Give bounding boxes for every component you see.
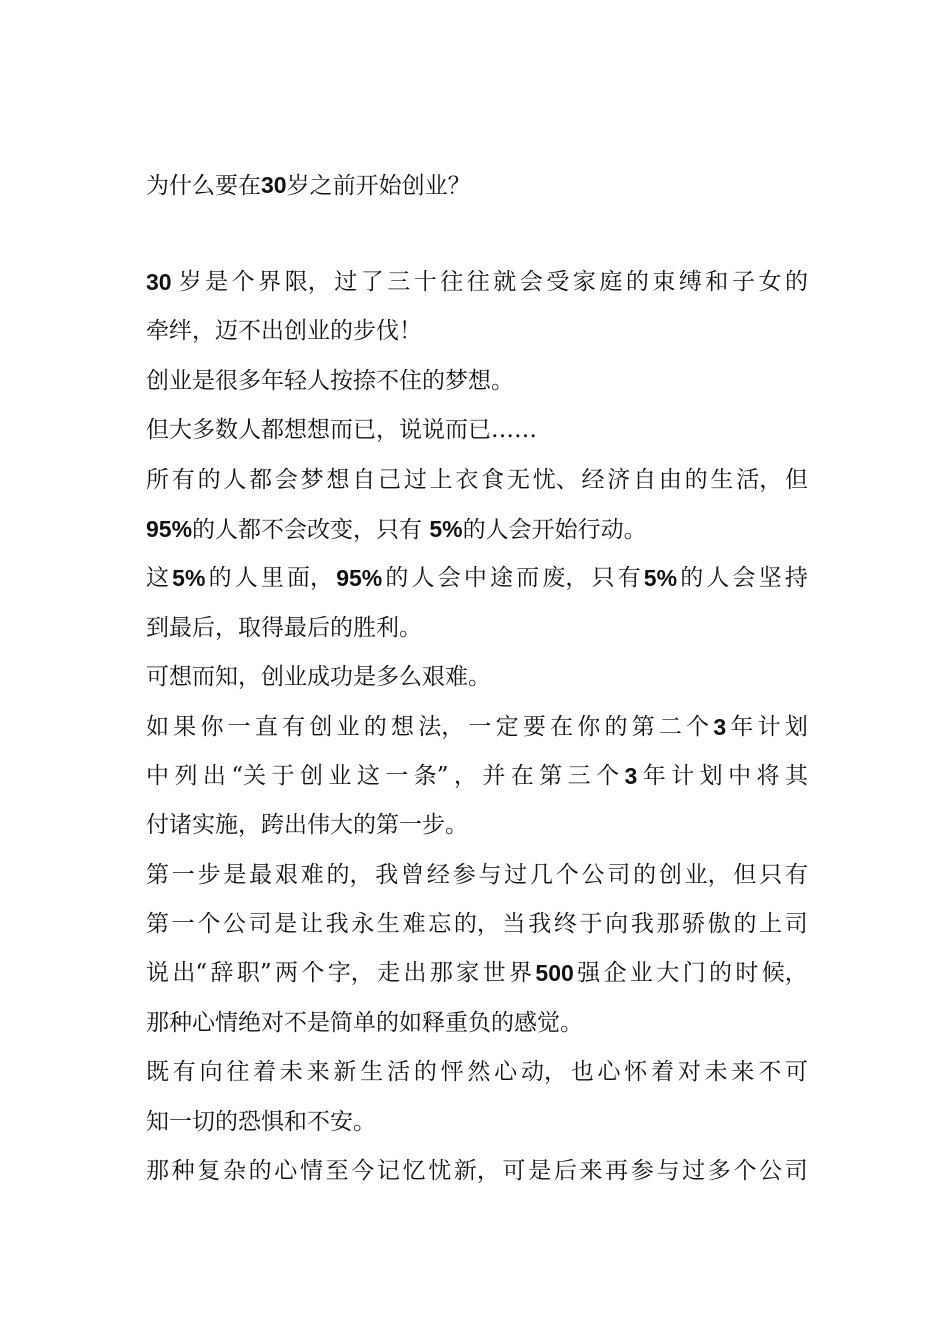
text-span: 上 (759, 911, 783, 938)
text-span: 有 (171, 466, 195, 493)
text-span: 未 (704, 1059, 728, 1086)
text-span: 在 (550, 713, 574, 740)
text-span: 一 (468, 713, 492, 740)
text-span: 复 (197, 1158, 221, 1185)
text-span: 女 (758, 269, 782, 295)
text-span: 第 (631, 713, 655, 740)
text-span: 活， (736, 466, 783, 493)
text-line (146, 1052, 808, 1101)
number-span: 3 (713, 713, 727, 740)
text-span: 就 (493, 269, 517, 295)
text-span: 里 (260, 565, 284, 592)
text-span: 限， (284, 269, 331, 295)
text-span: 忧 (428, 1158, 452, 1185)
text-span: 说 (146, 960, 169, 987)
text-span: 我 (375, 861, 399, 888)
text-span: 的 (604, 713, 628, 740)
text-span: 来 (731, 1059, 755, 1086)
number-span: 95% (146, 515, 193, 542)
text-span: 的 (413, 1059, 437, 1086)
text-span: 创 (299, 762, 323, 789)
text-span: 参 (630, 1158, 654, 1185)
text-span: 候， (761, 960, 808, 987)
text-span: 情 (299, 1158, 323, 1185)
text-span: 个 (231, 269, 255, 295)
text-span: 到最后，取得最后的胜利。 (146, 614, 422, 641)
text-span: 列 (174, 762, 198, 789)
text-span: 司 (784, 911, 808, 938)
text-span: 创 (658, 861, 682, 888)
title-text-pre: 为什么要在 (146, 173, 261, 199)
text-span: 永 (351, 911, 375, 938)
text-span: 个 (555, 861, 579, 888)
text-span: 杂 (222, 1158, 246, 1185)
text-span: 大 (656, 960, 680, 987)
text-span: 划 (784, 713, 808, 740)
text-span: 付诸实施，跨出伟大的第一步。 (146, 812, 468, 839)
text-span: 职” (236, 960, 272, 987)
text-span: 难 (300, 861, 324, 888)
text-span: 人 (706, 565, 730, 592)
text-span: 公 (581, 861, 605, 888)
text-span: 计 (671, 762, 695, 789)
text-span: 第 (146, 861, 169, 888)
text-span: 如 (146, 713, 169, 740)
text-span: 划 (699, 762, 723, 789)
text-span: 创 (309, 713, 333, 740)
text-line (146, 608, 808, 657)
text-span: 缚 (678, 269, 702, 295)
text-span: 而 (516, 565, 540, 592)
text-span: 界 (509, 960, 533, 987)
text-span: 梦 (300, 466, 324, 493)
text-span: 经 (581, 466, 605, 493)
text-span: 然 (467, 1059, 491, 1086)
text-line (146, 657, 808, 706)
text-span: 牵绊，迈不出创业的步伐！ (146, 318, 422, 345)
text-span: 有 (172, 1059, 196, 1086)
text-span: 于 (271, 762, 295, 789)
text-span: 子 (731, 269, 755, 295)
text-span: 了 (360, 269, 384, 295)
text-line (146, 953, 808, 1002)
text-span: 企 (603, 960, 627, 987)
text-span: 自 (633, 466, 657, 493)
text-span: 强 (577, 960, 601, 987)
text-line (146, 1102, 808, 1151)
text-span: 业 (336, 713, 360, 740)
text-span: 门 (682, 960, 706, 987)
text-span: 会 (519, 269, 543, 295)
text-span: 一 (227, 713, 251, 740)
text-span: 创业是很多年轻人按捺不住的梦想。 (146, 367, 514, 394)
text-span: 岁 (178, 269, 202, 295)
text-span: 是 (274, 911, 298, 938)
text-span: 一 (171, 911, 195, 938)
text-line (146, 707, 808, 756)
text-line (146, 805, 808, 854)
text-span: 想 (390, 713, 414, 740)
text-span: 动， (520, 1059, 567, 1086)
text-span: 持 (784, 565, 808, 592)
text-span: 往 (440, 269, 464, 295)
text-span: 知一切的恐惧和不安。 (146, 1108, 376, 1135)
text-span: 的 (208, 565, 232, 592)
text-span: 来 (306, 1059, 330, 1086)
text-span: 的 (625, 269, 649, 295)
text-span: 中 (728, 762, 752, 789)
text-span: 向 (199, 1059, 223, 1086)
text-span: 曾 (401, 861, 425, 888)
text-span: 年 (642, 762, 666, 789)
text-span: 所 (146, 466, 169, 493)
text-span: 至 (325, 1158, 349, 1185)
text-span: 骄 (682, 911, 706, 938)
text-span: 心 (494, 1059, 518, 1086)
text-span: 无 (506, 466, 530, 493)
text-span: 也 (570, 1059, 594, 1086)
text-span: 个 (596, 762, 620, 789)
text-span: 食 (481, 466, 505, 493)
text-span: 怦 (440, 1059, 464, 1086)
text-span: 辞 (210, 960, 234, 987)
text-span: 多 (707, 1158, 731, 1185)
text-span: 受 (546, 269, 570, 295)
text-span: 后 (553, 1158, 577, 1185)
text-span: 着 (253, 1059, 277, 1086)
text-span: 忆 (402, 1158, 426, 1185)
text-span: 过 (334, 269, 358, 295)
text-span: 三 (387, 269, 411, 295)
text-span: 心 (274, 1158, 298, 1185)
text-line (146, 1003, 808, 1052)
title-number: 30 (261, 172, 287, 198)
text-span: 有 (282, 713, 306, 740)
text-span: 经 (426, 861, 450, 888)
number-span: 5% (429, 515, 463, 542)
text-span: 那 (146, 1158, 169, 1185)
text-span: 几 (529, 861, 553, 888)
text-span: 个 (301, 960, 325, 987)
text-span: “关 (231, 762, 267, 789)
text-span: 最 (249, 861, 273, 888)
text-span: 步 (197, 861, 221, 888)
text-span: 一 (171, 861, 195, 888)
text-span: 法， (418, 713, 465, 740)
text-span: 家 (456, 960, 480, 987)
text-span: 我 (528, 911, 552, 938)
text-span: 活 (387, 1059, 411, 1086)
text-span: 但 (784, 466, 808, 493)
text-span: 傲 (707, 911, 731, 938)
text-span: 的 (633, 861, 657, 888)
number-span: 500 (535, 960, 574, 987)
text-span: 你 (200, 713, 224, 740)
text-span: 在 (510, 762, 534, 789)
text-span: 出“ (172, 960, 208, 987)
text-span: 会 (274, 466, 298, 493)
text-span: 这 (146, 565, 169, 592)
text-span: 来 (579, 1158, 603, 1185)
text-span: 的 (680, 565, 704, 592)
text-span: 有 (784, 861, 808, 888)
text-span: 是 (223, 861, 247, 888)
text-span: 中 (463, 565, 487, 592)
text-span: 心 (597, 1059, 621, 1086)
text-span: 那 (656, 911, 680, 938)
text-span: 的人都不会改变，只有 (192, 516, 430, 543)
text-span: 衣 (455, 466, 479, 493)
text-span: 废， (542, 565, 589, 592)
text-span: 计 (757, 713, 781, 740)
text-span: 的人会开始行动。 (462, 516, 647, 543)
text-span: 但大多数人都想想而已，说说而已…… (146, 417, 537, 444)
text-span: 的 (684, 466, 708, 493)
text-span: 条” (413, 762, 449, 789)
text-span: 记 (376, 1158, 400, 1185)
text-span: 种 (171, 1158, 195, 1185)
text-span: 会 (437, 565, 461, 592)
text-span: 业 (328, 762, 352, 789)
number-span: 3 (624, 762, 638, 789)
text-span: 的 (385, 565, 409, 592)
text-span: 对 (677, 1059, 701, 1086)
text-span: 向 (605, 911, 629, 938)
text-span: 并 (482, 762, 506, 789)
text-span: 与 (478, 861, 502, 888)
text-line (146, 855, 808, 904)
text-span: 往 (226, 1059, 250, 1086)
text-span: 难 (402, 911, 426, 938)
text-span: 与 (656, 1158, 680, 1185)
text-span: 第 (146, 911, 169, 938)
text-span: 庭 (599, 269, 623, 295)
text-span: 坚 (758, 565, 782, 592)
number-span: 30 (146, 269, 172, 295)
text-span: 世 (482, 960, 506, 987)
text-span: 那 (429, 960, 453, 987)
text-span: 途 (490, 565, 514, 592)
text-span: 的 (733, 911, 757, 938)
text-span: 己 (378, 466, 402, 493)
text-span: 时 (735, 960, 759, 987)
text-span: 终 (553, 911, 577, 938)
text-span: 新， (453, 1158, 500, 1185)
document-body (146, 262, 808, 1200)
text-line (146, 1151, 808, 1200)
text-span: 生 (360, 1059, 384, 1086)
text-span: 于 (579, 911, 603, 938)
text-line (146, 756, 808, 805)
text-span: 个 (686, 713, 710, 740)
text-span: 出 (403, 960, 427, 987)
text-span: 二 (658, 713, 682, 740)
text-span: 可想而知，创业成功是多么艰难。 (146, 664, 491, 691)
text-span: 可 (784, 1059, 808, 1086)
text-span: 让 (299, 911, 323, 938)
text-span: 过 (504, 861, 528, 888)
text-span: 再 (605, 1158, 629, 1185)
text-span: 由 (658, 466, 682, 493)
text-span: 第 (539, 762, 563, 789)
text-span: 中 (146, 762, 169, 789)
text-span: 束 (652, 269, 676, 295)
text-span: 参 (452, 861, 476, 888)
text-span: 你 (577, 713, 601, 740)
text-span: 过 (682, 1158, 706, 1185)
text-span: 的 (709, 960, 733, 987)
text-span: 自 (352, 466, 376, 493)
number-span: 5% (172, 565, 206, 592)
text-span: 生 (376, 911, 400, 938)
text-span: 的 (197, 466, 221, 493)
text-span: 人 (223, 466, 247, 493)
text-span: 着 (651, 1059, 675, 1086)
text-span: 果 (173, 713, 197, 740)
text-span: 济 (607, 466, 631, 493)
text-span: 一 (385, 762, 409, 789)
text-span: 怀 (624, 1059, 648, 1086)
text-span: 字， (327, 960, 374, 987)
text-span: 的 (784, 269, 808, 295)
text-span: 新 (333, 1059, 357, 1086)
text-span: 那种心情绝对不是简单的如释重负的感觉。 (146, 1009, 583, 1036)
text-span: 个 (197, 911, 221, 938)
text-span: 但 (733, 861, 757, 888)
text-span: 其 (784, 762, 808, 789)
text-span: 业 (629, 960, 653, 987)
text-span: 走 (377, 960, 401, 987)
text-span: 要 (522, 713, 546, 740)
text-span: 司 (607, 861, 631, 888)
text-span: 过 (403, 466, 427, 493)
text-line (146, 460, 808, 509)
text-span: 年 (730, 713, 754, 740)
text-span: 业， (684, 861, 731, 888)
text-span: 今 (351, 1158, 375, 1185)
text-span: 可 (502, 1158, 526, 1185)
text-line (146, 311, 808, 360)
text-span: 人 (234, 565, 258, 592)
text-line (146, 558, 808, 607)
text-line (146, 904, 808, 953)
text-span: 十 (413, 269, 437, 295)
text-span: 都 (249, 466, 273, 493)
text-span: 不 (758, 1059, 782, 1086)
text-span: 的 (248, 1158, 272, 1185)
text-line (146, 361, 808, 410)
text-span: 忧、 (532, 466, 579, 493)
text-span: 面， (287, 565, 334, 592)
text-span: 定 (495, 713, 519, 740)
text-span: 上 (429, 466, 453, 493)
text-line (146, 262, 808, 311)
number-span: 95% (336, 565, 383, 592)
text-span: 想 (326, 466, 350, 493)
text-span: 家 (572, 269, 596, 295)
text-span: 三 (567, 762, 591, 789)
text-span: 公 (759, 1158, 783, 1185)
number-span: 5% (643, 565, 678, 592)
text-span: 艰 (274, 861, 298, 888)
text-line (146, 410, 808, 459)
text-span: 生 (710, 466, 734, 493)
text-span: 和 (705, 269, 729, 295)
text-span: 有 (617, 565, 641, 592)
text-span: 只 (759, 861, 783, 888)
text-span: 界 (258, 269, 282, 295)
text-span: 是 (528, 1158, 552, 1185)
text-span: 公 (222, 911, 246, 938)
text-span: 未 (279, 1059, 303, 1086)
text-span: 当 (502, 911, 526, 938)
text-span: 个 (733, 1158, 757, 1185)
text-span: 两 (275, 960, 299, 987)
text-span: 的 (363, 713, 387, 740)
text-span: 既 (146, 1059, 169, 1086)
text-line (146, 509, 808, 558)
text-span: 司 (784, 1158, 808, 1185)
text-span: 我 (325, 911, 349, 938)
text-span: 这 (356, 762, 380, 789)
text-span: 直 (254, 713, 278, 740)
text-span: 将 (756, 762, 780, 789)
text-span: 我 (630, 911, 654, 938)
text-span: 只 (591, 565, 615, 592)
text-span: 出 (202, 762, 226, 789)
text-span: 的， (453, 911, 500, 938)
text-span: 是 (205, 269, 229, 295)
text-span: 人 (411, 565, 435, 592)
text-span: 往 (466, 269, 490, 295)
title-text-post: 岁之前开始创业？ (286, 173, 471, 199)
text-span: 会 (732, 565, 756, 592)
text-span: 的， (326, 861, 373, 888)
text-span: 忘 (428, 911, 452, 938)
document-title (146, 167, 471, 204)
text-span: ， (453, 762, 477, 789)
text-span: 司 (248, 911, 272, 938)
